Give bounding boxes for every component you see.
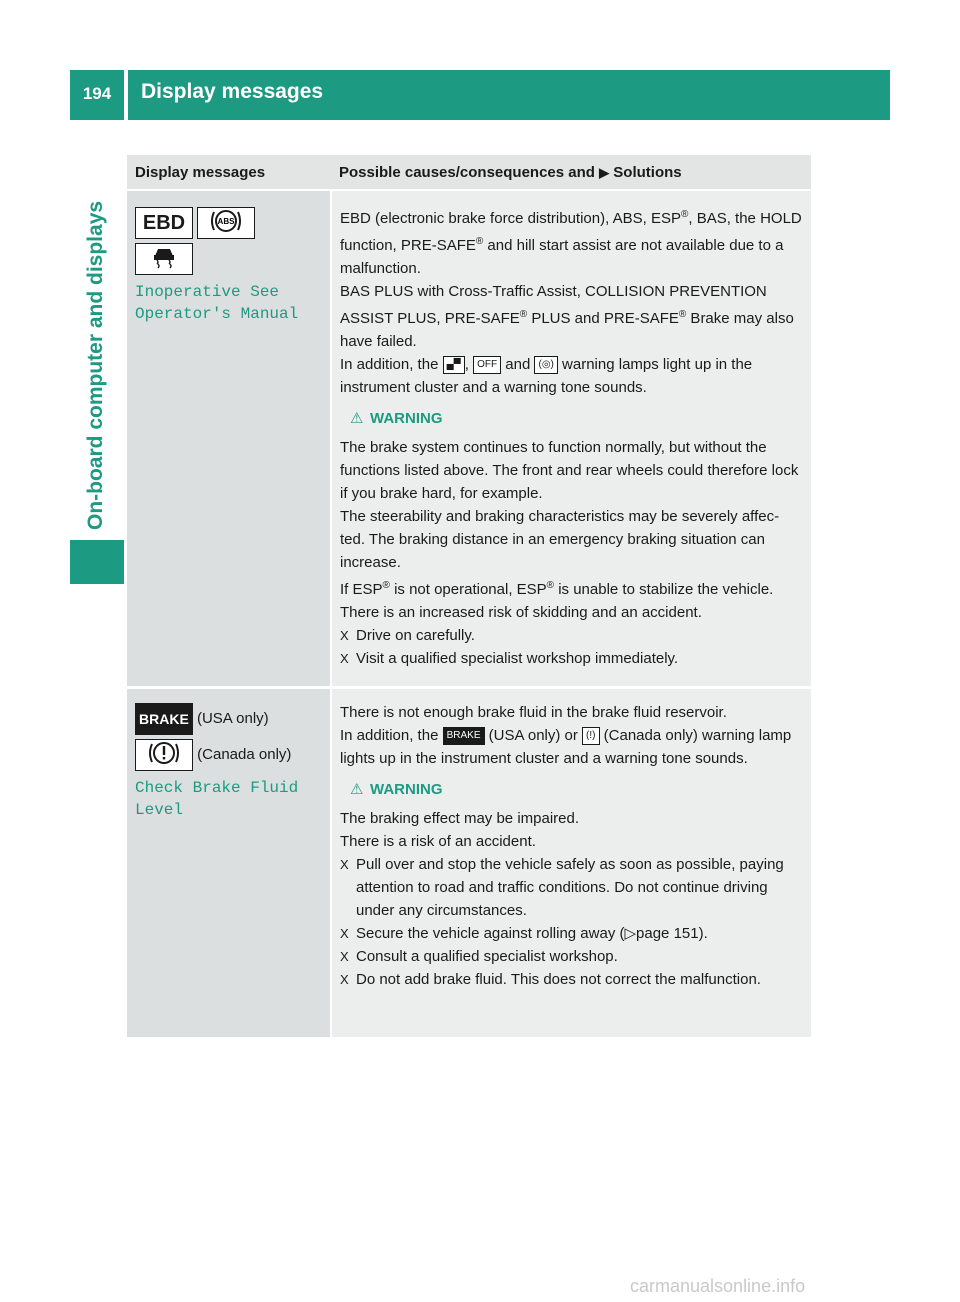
warning-label: WARNING bbox=[370, 781, 443, 798]
brake-warning-svg bbox=[147, 740, 181, 766]
header-solutions-label: Solutions bbox=[613, 163, 682, 181]
skid-car-icon: ▄▀ bbox=[443, 356, 465, 374]
list-item bbox=[340, 853, 803, 922]
bullet-icon: X bbox=[340, 949, 349, 964]
text: In addition, the bbox=[340, 356, 439, 373]
page-title: Display messages bbox=[141, 80, 324, 103]
warning-text: The braking effect may be impaired. bbox=[340, 810, 580, 827]
text: Drive on carefully. bbox=[356, 627, 475, 644]
text: EBD (electronic brake force distribution), ABS, ESP bbox=[340, 210, 681, 227]
paragraph bbox=[340, 203, 803, 280]
section-tab-label: On-board computer and displays bbox=[84, 200, 107, 530]
text: and hill start assist are not available due to a malfunction. bbox=[340, 237, 784, 277]
text: Do not add brake fluid. This does not correct the malfunction. bbox=[356, 971, 761, 988]
text: Brake may also have failed. bbox=[340, 310, 794, 350]
bullet-icon: X bbox=[340, 972, 349, 987]
abs-icon bbox=[197, 207, 255, 239]
brake-icon: BRAKE bbox=[135, 703, 193, 735]
svg-text:ABS: ABS bbox=[217, 217, 235, 226]
display-message-cell bbox=[127, 688, 331, 1038]
region-usa-label: (USA only) bbox=[196, 709, 269, 727]
list-item bbox=[340, 922, 803, 945]
registered-mark: ® bbox=[546, 580, 555, 591]
table-row bbox=[127, 688, 811, 1038]
display-message-text-line1: Check Brake Fluid bbox=[135, 779, 299, 797]
brake-warning-icon: (!) bbox=[582, 727, 599, 745]
display-messages-table bbox=[127, 155, 811, 1037]
bullet-icon: X bbox=[340, 651, 349, 666]
page-reference-link[interactable]: page 151). bbox=[636, 925, 708, 942]
brake-warning-icon bbox=[135, 739, 193, 771]
text: Visit a qualified specialist workshop immediately. bbox=[356, 650, 679, 667]
paragraph bbox=[340, 724, 803, 770]
warning-label: WARNING bbox=[370, 410, 443, 427]
text: (Canada only) warning lamp lights up in the instrument cluster and a warning tone sounds. bbox=[340, 727, 792, 767]
warning-text: The brake system continues to function normally, but without the functions listed above. The front and rear wheels could therefore lock if you brake hard, for example. bbox=[340, 439, 799, 502]
registered-mark: ® bbox=[519, 309, 528, 320]
paragraph: There is not enough brake fluid in the brake fluid reservoir. bbox=[340, 704, 727, 721]
registered-mark: ® bbox=[475, 236, 484, 247]
warning-triangle-icon: ⚠ bbox=[350, 410, 364, 427]
warning-text: The steerability and braking characteristics may be severely affec-ted. The braking distance in an emergency braking situation can increase. bbox=[340, 508, 780, 571]
skid-car-icon bbox=[135, 243, 193, 275]
text: Secure the vehicle against rolling away ( bbox=[356, 925, 625, 942]
text: is not operational, ESP bbox=[389, 581, 547, 598]
page-reference-arrow-icon: ▷ bbox=[624, 925, 637, 942]
registered-mark: ® bbox=[680, 209, 689, 220]
list-item bbox=[340, 968, 803, 991]
warning-text bbox=[340, 574, 803, 624]
text: warning lamps light up in the instrument cluster and a warning tone sounds. bbox=[340, 356, 753, 396]
list-item bbox=[340, 647, 803, 670]
play-arrow-icon: ▶ bbox=[599, 164, 610, 180]
abs-symbol-svg bbox=[209, 208, 243, 234]
section-tab-marker bbox=[70, 540, 124, 584]
text: If ESP bbox=[340, 581, 383, 598]
registered-mark: ® bbox=[678, 309, 687, 320]
warning-heading bbox=[350, 407, 803, 430]
brake-icon: BRAKE bbox=[443, 727, 485, 745]
bullet-icon: X bbox=[340, 857, 349, 872]
registered-mark: ® bbox=[382, 580, 390, 591]
list-item bbox=[340, 945, 803, 968]
warning-triangle-icon: ⚠ bbox=[350, 781, 364, 798]
text: and bbox=[505, 356, 531, 373]
text: PLUS and PRE-SAFE bbox=[527, 310, 679, 327]
text: , BAS, the HOLD function, PRE-SAFE bbox=[340, 210, 802, 254]
warning-text: There is a risk of an accident. bbox=[340, 833, 536, 850]
column-header-display-messages: Display messages bbox=[127, 155, 331, 190]
display-message-text-line1: Inoperative See bbox=[135, 283, 280, 301]
watermark: carmanualsonline.info bbox=[630, 1276, 806, 1296]
display-message-cell bbox=[127, 190, 331, 688]
skid-car-svg bbox=[149, 244, 179, 270]
bullet-icon: X bbox=[340, 628, 349, 643]
text: Consult a qualified specialist workshop. bbox=[356, 948, 618, 965]
text: In addition, the bbox=[340, 727, 439, 744]
region-canada-label: (Canada only) bbox=[197, 745, 292, 763]
column-header-causes bbox=[331, 155, 811, 190]
bullet-icon: X bbox=[340, 926, 349, 941]
text: BAS PLUS with Cross-Traffic Assist, COLLISION PREVENTION ASSIST PLUS, PRE-SAFE bbox=[340, 283, 767, 327]
causes-solutions-cell bbox=[331, 688, 811, 1038]
text: (USA only) or bbox=[488, 727, 578, 744]
abs-icon: (◎) bbox=[534, 356, 557, 374]
ebd-icon: EBD bbox=[135, 207, 193, 239]
text: is unable to stabilize the vehicle. There is an increased risk of skidding and an accident. bbox=[340, 581, 774, 621]
causes-solutions-cell bbox=[331, 190, 811, 688]
header-causes-label: Possible causes/consequences and bbox=[339, 163, 595, 181]
display-message-text-line2: Operator's Manual bbox=[135, 305, 299, 323]
table-row bbox=[127, 190, 811, 688]
header-divider bbox=[124, 70, 128, 120]
list-item bbox=[340, 624, 803, 647]
page-number: 194 bbox=[82, 84, 112, 103]
text: Pull over and stop the vehicle safely as soon as possible, paying attention to road and traffic conditions. Do not continue driving under any circumstances. bbox=[356, 856, 784, 919]
esp-off-icon: OFF bbox=[473, 356, 501, 374]
paragraph bbox=[340, 280, 803, 353]
warning-heading bbox=[350, 778, 803, 801]
display-message-text-line2: Level bbox=[135, 801, 184, 819]
paragraph: In addition, the ▄▀ , OFF and (◎) warning lamps light up in the instrument cluster and a warning tone sounds. bbox=[340, 356, 753, 396]
